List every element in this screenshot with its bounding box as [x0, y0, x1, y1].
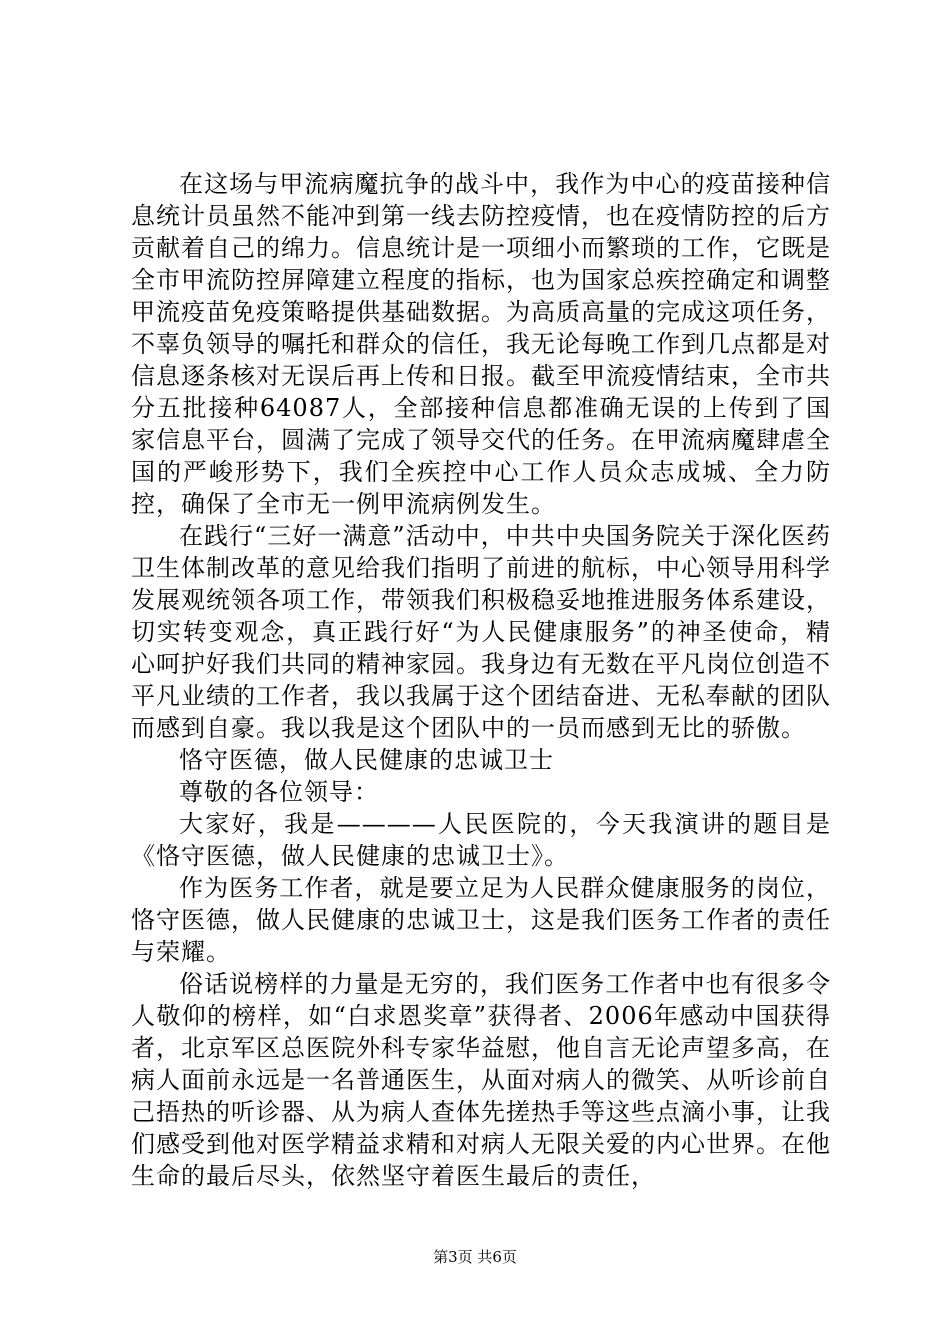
paragraph-role-model: 俗话说榜样的力量是无穷的，我们医务工作者中也有很多令人敬仰的榜样，如“白求恩奖章”获得者、2006年感动中国获得者，北京军区总医院外科专家华益慰，他自言无论声望多高，在病人面前永远是一名普通医生，从面对病人的微笑、从听诊前自己捂热的听诊器、从为病人查体先搓热手等这些点滴小事，让我们感受到他对医学精益求精和对病人无限关爱的内心世界。在他生命的最后尽头，依然坚守着医生最后的责任，: [131, 970, 831, 1190]
page-number-footer: 第3页 共6页: [433, 1248, 517, 1266]
paragraph-flu-statistics: 在这场与甲流病魔抗争的战斗中，我作为中心的疫苗接种信息统计员虽然不能冲到第一线去防控疫情，也在疫情防控的后方贡献着自己的绵力。信息统计是一项细小而繁琐的工作，它既是全市甲流防控屏障建立程度的指标，也为国家总疾控确定和调整甲流疫苗免疫策略提供基础数据。为高质高量的完成这项任务，不辜负领导的嘱托和群众的信任，我无论每晚工作到几点都是对信息逐条核对无误后再上传和日报。截至甲流疫情结束，全市共分五批接种64087人，全部接种信息都准确无误的上传到了国家信息平台，圆满了完成了领导交代的任务。在甲流病魔肆虐全国的严峻形势下，我们全疾控中心工作人员众志成城、全力防控，确保了全市无一例甲流病例发生。: [131, 170, 831, 518]
speech-title: 恪守医德，做人民健康的忠诚卫士: [179, 746, 554, 774]
speech-salutation: 尊敬的各位领导：: [179, 778, 379, 806]
document-body: [131, 168, 831, 1192]
paragraph-greeting: 大家好，我是————人民医院的，今天我演讲的题目是《恪守医德，做人民健康的忠诚卫士》。: [131, 810, 831, 870]
paragraph-medical-duty: 作为医务工作者，就是要立足为人民群众健康服务的岗位，恪守医德，做人民健康的忠诚卫士，这是我们医务工作者的责任与荣耀。: [131, 874, 831, 966]
paragraph-three-good-activity: 在践行“三好一满意”活动中，中共中央国务院关于深化医药卫生体制改革的意见给我们指明了前进的航标，中心领导用科学发展观统领各项工作，带领我们积极稳妥地推进服务体系建设，切实转变观念，真正践行好“为人民健康服务”的神圣使命，精心呵护好我们共同的精神家园。我身边有无数在平凡岗位创造不平凡业绩的工作者，我以我属于这个团结奋进、无私奉献的团队而感到自豪。我以我是这个团队中的一员而感到无比的骄傲。: [131, 522, 831, 742]
